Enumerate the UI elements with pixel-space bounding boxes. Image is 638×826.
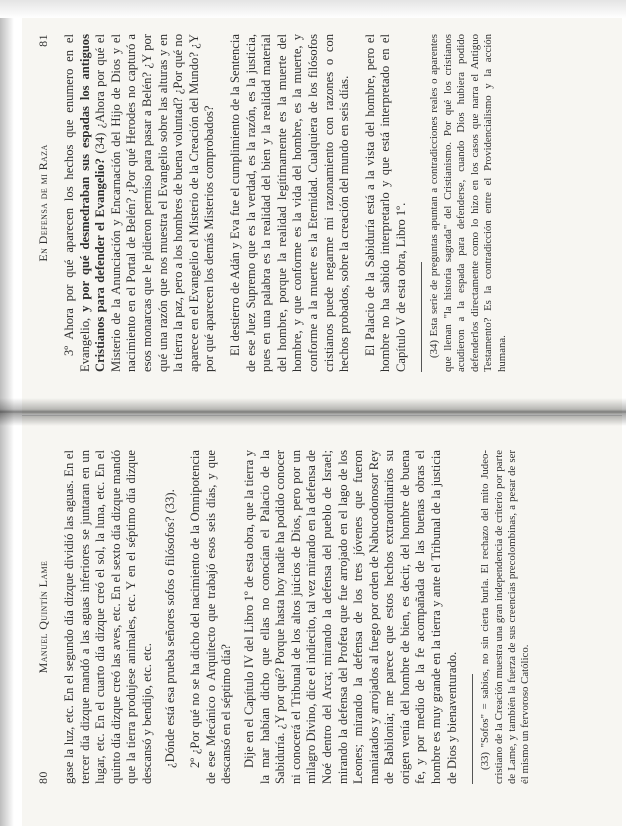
footnote: (34) Esta serie de preguntas apuntan a contradicciones reales o aparentes que llenan "la historia sagrada" del Cristianismo. Por qué los cristianos acudieron a la espada para defenderse, cuando Dios hubiera podido defenderlos directamente como lo hizo en los casos que narra el Antiguo Testamento? Es la contradicción entre el Providencialismo y la acción humana. <box>428 34 508 372</box>
paragraph-text: 3º Ahora por qué aparecen los hechos que enumero en el Evangelio, <box>62 34 92 372</box>
right-running-title: En Defensa de mi Raza <box>36 144 50 262</box>
paragraph: El Palacio de la Sabiduría está a la vista del hombre, pero el hombre no ha sabido interpretarlo y que está interpretado en el Capítulo V de esta obra, Libro 1º. <box>362 34 408 372</box>
paragraph: Dije en el Capítulo IV del Libro 1º de esta obra, que la tierra y la mar habían dicho que ellas no conocían el Palacio de la Sabiduría. ¿Y por qué? Porque hasta hoy nadie ha podido conocer ni conocerá el Tribunal de los altos juicios de Dios, pero por un milagro Divino, dice el indiecito, tal vez mirando en la defensa de Noé dentro del Arca; mirando la defensa del pueblo de Israel; mirando la defensa del Profeta que fue arrojado en el lago de los Leones; mirando la defensa de los tres jóvenes que fueron maniatados y arrojados al fuego por orden de Nabucodonosor Rey de Babilonia; me parece que estos hechos extraordinarios su origen venía del hombre de bien, es decir, del hombre de buena fe, y por medio de la fe acompañada de las buenas obras el hombre es muy grande en la tierra y ante el Tribunal de la justicia de Dios y bienaventurado. <box>241 450 459 784</box>
bold-text: y por qué desmedraban sus espadas los antiguos Cristianos para defender el Evangelio? <box>77 34 108 372</box>
paragraph-text: (34) ¿Ahora por qué el Misterio de la Anunciación y Encarnación del Hijo de Dios y el nacimiento en el Portal de Belén? ¿Por qué Herodes no capturó a esos monarcas que le pidieron permiso para pasar a Belén? ¿Y por qué una razón que nos muestra el Evangelio sobre las alturas y en la tierra la paz, pero a los hombres de buena voluntad? ¿Por qué no aparece en el Evangelio el Misterio de la Creación del Mundo? ¿Y por qué aparecen los demás Misterios comprobados? <box>93 34 217 372</box>
left-running-title: Manuel Quintín Lame <box>36 560 50 674</box>
footnote: (33) "Sofos" = sabios, no sin cierta burla. El rechazo del mito Judeo-cristiano de la Creación muestra una gran independencia de criterio por parte de Lame, y también la fuerza de sus creencias precolombinas, a pesar de ser él mismo un fervoroso Católico. <box>479 450 532 784</box>
scan-bottom-margin <box>626 0 638 826</box>
page-edge-shadow <box>0 0 638 18</box>
footnote-rule <box>421 262 422 372</box>
paragraph <box>62 34 218 372</box>
footnote-rule <box>472 674 473 784</box>
right-page-text <box>62 34 516 372</box>
left-page-number: 80 <box>36 771 50 784</box>
left-page <box>22 415 622 826</box>
paragraph: ¿Dónde está esa prueba señores sofos o filósofos? (33). <box>162 489 177 768</box>
left-running-head <box>36 450 54 784</box>
paragraph: 2º ¿Por qué no se ha dicho del nacimiento de la Omnipotencia de ese Mecánico o Arquitecto que trabajó esos seis días, y que descansó en el séptimo día? <box>188 450 234 784</box>
left-page-text <box>62 450 540 784</box>
right-running-head <box>36 34 54 372</box>
book-gutter-shadow <box>0 398 638 426</box>
right-page-number: 81 <box>36 34 50 47</box>
paragraph: gase la luz, etc. En el segundo día dizque dividió las aguas. En el tercer día dizque mandó a las aguas inferiores se juntaran en un lugar, etc. En el cuarto día dizque creó el sol, la luna, etc. En el quinto día dizque creó las aves, etc. En el sexto día dizque mandó que la tierra produjese animales, etc. Y en el séptimo día dizque descansó y bendijo, etc. etc. <box>62 450 154 784</box>
right-page <box>22 0 622 414</box>
paragraph: El destierro de Adán y Eva fue el cumplimiento de la Sentencia de ese Juez Supremo que es la verdad, es la razón, es la justicia, pues en una palabra es la realidad del bien y la realidad material del hombre, porque la realidad legítimamente es la muerte del hombre, y que conforme es la vida del hombre, es la muerte, y conforme a la muerte es la Eternidad. Cualquiera de los filósofos cristianos puede negarme mi razonamiento con razones o con hechos probados, sobre la creación del mundo en seis días. <box>227 34 352 372</box>
